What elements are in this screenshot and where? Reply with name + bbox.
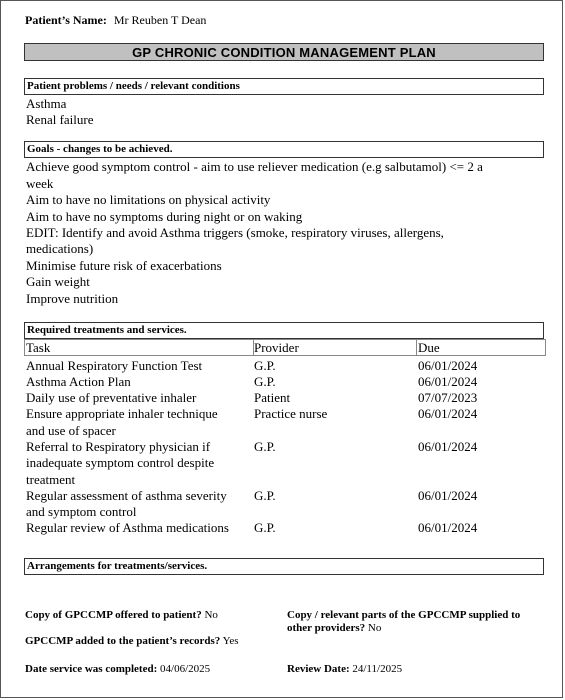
goal-item: Aim to have no limitations on physical activity	[26, 192, 271, 207]
treatments-heading: Required treatments and services.	[24, 322, 544, 339]
table-row-provider: G.P.	[254, 358, 276, 373]
table-row-due: 07/07/2023	[418, 390, 478, 405]
copy-supplied-label: Copy / relevant parts of the GPCCMP supplied to	[287, 609, 521, 621]
goal-item: week	[26, 176, 54, 191]
column-header-task: Task	[26, 340, 51, 355]
goal-item: EDIT: Identify and avoid Asthma triggers (smoke, respiratory viruses, allergens,	[26, 225, 444, 240]
table-row-provider: G.P.	[254, 520, 276, 535]
goal-item: Minimise future risk of exacerbations	[26, 258, 222, 273]
copy-offered-value: No	[204, 609, 218, 621]
copy-supplied-line-2	[287, 621, 381, 636]
goal-item: Improve nutrition	[26, 291, 119, 306]
page-title: GP CHRONIC CONDITION MANAGEMENT PLAN	[24, 43, 544, 61]
records-added-label: GPCCMP added to the patient’s records?	[25, 635, 221, 647]
table-row-task: Regular assessment of asthma severity	[26, 488, 227, 503]
goal-item: Aim to have no symptoms during night or on waking	[26, 209, 303, 224]
table-row-provider: G.P.	[254, 488, 276, 503]
review-date-value: 24/11/2025	[352, 663, 403, 675]
records-added-value: Yes	[222, 635, 239, 647]
copy-offered-label: Copy of GPCCMP offered to patient?	[25, 609, 202, 621]
table-row-provider: Patient	[254, 390, 291, 405]
arrangements-heading: Arrangements for treatments/services.	[24, 558, 544, 575]
problem-item: Renal failure	[26, 112, 94, 127]
table-row-task: Referral to Respiratory physician if	[26, 439, 211, 454]
table-row-task: Asthma Action Plan	[26, 374, 131, 389]
records-added-line	[25, 634, 239, 649]
table-row-provider: G.P.	[254, 374, 276, 389]
table-row-task: Ensure appropriate inhaler technique	[26, 406, 218, 421]
patient-name-label: Patient’s Name:	[25, 13, 107, 27]
table-row-due: 06/01/2024	[418, 488, 478, 503]
table-row-due: 06/01/2024	[418, 374, 478, 389]
problems-heading: Patient problems / needs / relevant conditions	[24, 78, 544, 95]
column-header-due: Due	[418, 340, 440, 355]
review-date-line	[287, 662, 402, 677]
table-row-task: Annual Respiratory Function Test	[26, 358, 203, 373]
patient-name: Mr Reuben T Dean	[113, 13, 207, 27]
copy-supplied-label-cont: other providers?	[287, 622, 366, 634]
table-row-due: 06/01/2024	[418, 439, 478, 454]
table-row-task: treatment	[26, 472, 76, 487]
table-row-task: and symptom control	[26, 504, 137, 519]
goal-item: medications)	[26, 241, 94, 256]
table-row-task: Regular review of Asthma medications	[26, 520, 229, 535]
table-row-task: and use of spacer	[26, 423, 116, 438]
completed-date-line	[25, 662, 210, 677]
patient-name-line	[25, 13, 206, 28]
copy-supplied-value: No	[367, 622, 382, 634]
goal-item: Gain weight	[26, 274, 90, 289]
completed-date-label: Date service was completed:	[25, 663, 158, 675]
copy-offered-line	[25, 608, 218, 623]
table-row-due: 06/01/2024	[418, 520, 478, 535]
review-date-label: Review Date:	[287, 663, 350, 675]
table-row-provider: Practice nurse	[254, 406, 328, 421]
goal-item: Achieve good symptom control - aim to use reliever medication (e.g salbutamol) <= 2 a	[26, 159, 483, 174]
table-row-task: inadequate symptom control despite	[26, 455, 215, 470]
column-header-provider: Provider	[254, 340, 299, 355]
problem-item: Asthma	[26, 96, 67, 111]
table-row-task: Daily use of preventative inhaler	[26, 390, 197, 405]
completed-date-value: 04/06/2025	[160, 663, 211, 675]
goals-heading: Goals - changes to be achieved.	[24, 141, 544, 158]
table-row-due: 06/01/2024	[418, 406, 478, 421]
table-row-due: 06/01/2024	[418, 358, 478, 373]
table-row-provider: G.P.	[254, 439, 276, 454]
